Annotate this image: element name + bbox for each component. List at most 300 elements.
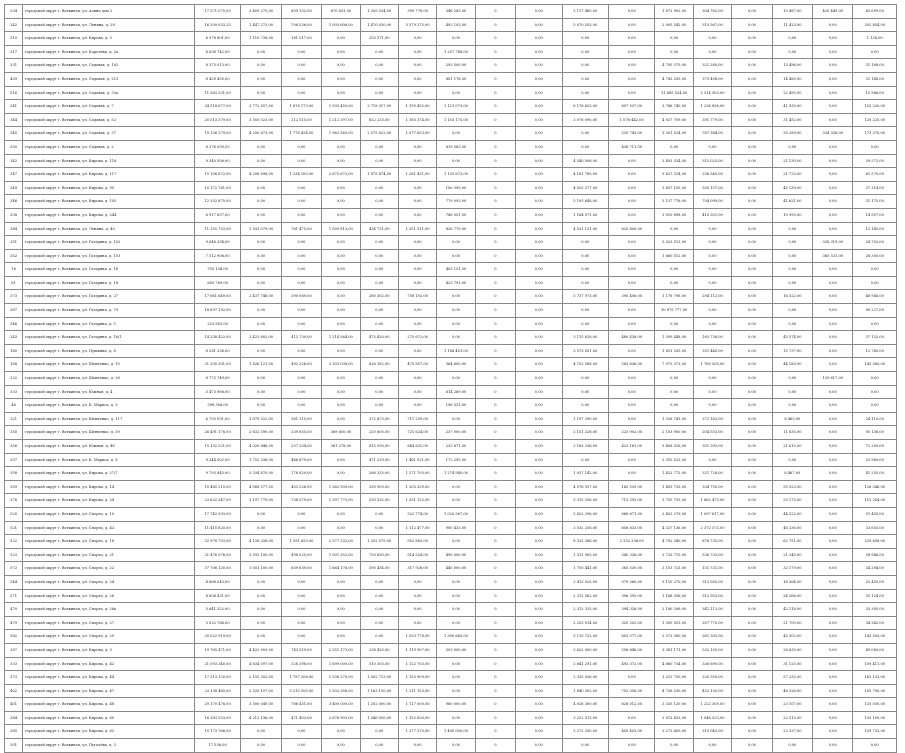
amount-cell: 21 130,00 <box>772 154 812 168</box>
amount-cell: 423 161,00 <box>609 440 655 454</box>
amount-cell: 12 740,00 <box>853 344 897 358</box>
amount-cell: 6 917 657,00 <box>194 208 240 222</box>
amount-cell: 26 491 178,00 <box>194 426 240 440</box>
amount-cell: 713 393,00 <box>609 494 655 508</box>
amount-cell: 172 295,00 <box>437 453 475 467</box>
amount-cell: 0,00 <box>516 59 562 73</box>
amount-cell: 2 551 173,00 <box>322 643 360 657</box>
amount-cell: 3 579 275,00 <box>398 18 436 32</box>
amount-cell: 0,00 <box>813 630 853 644</box>
row-number-cell: 479 <box>5 616 23 630</box>
row-number-cell: 439 <box>5 72 23 86</box>
amount-cell: 0 <box>475 331 515 345</box>
amount-cell: 0,00 <box>281 276 321 290</box>
amount-cell: 0,00 <box>562 72 608 86</box>
amount-cell: 336 690,00 <box>693 657 731 671</box>
amount-cell: 704 099,00 <box>693 195 731 209</box>
amount-cell: 19 765 471,00 <box>194 643 240 657</box>
amount-cell: 0,00 <box>813 494 853 508</box>
amount-cell: 1 197 290,00 <box>562 412 608 426</box>
table-row <box>5 222 897 236</box>
amount-cell: 0,00 <box>732 154 772 168</box>
amount-cell: 302 854,00 <box>853 18 897 32</box>
address-cell: городской округ г. Воткинск, ул. К. Маркса, д. 8 <box>23 453 195 467</box>
table-row <box>5 453 897 467</box>
amount-cell: 272 163,00 <box>693 412 731 426</box>
amount-cell: 0,00 <box>322 453 360 467</box>
table-row <box>5 399 897 413</box>
amount-cell: 0,00 <box>322 249 360 263</box>
amount-cell: 614 269,00 <box>437 385 475 399</box>
amount-cell: 0,00 <box>562 317 608 331</box>
amount-cell: 0,00 <box>516 643 562 657</box>
amount-cell: 0,00 <box>732 18 772 32</box>
amount-cell: 21 723,00 <box>772 168 812 182</box>
amount-cell: 779 093,00 <box>437 195 475 209</box>
row-number-cell: 571 <box>5 589 23 603</box>
amount-cell: 0,00 <box>516 657 562 671</box>
table-row <box>5 521 897 535</box>
amount-cell: 3 733 715,00 <box>655 548 693 562</box>
amount-cell: 0 <box>475 222 515 236</box>
row-number-cell: 544 <box>5 575 23 589</box>
table-row <box>5 86 897 100</box>
row-number-cell: 520 <box>5 507 23 521</box>
amount-cell: 32 179,00 <box>772 562 812 576</box>
amount-cell: 46 526,00 <box>772 684 812 698</box>
address-cell: городской округ г. Воткинск, ул. Кирова, д. 48 <box>23 698 195 712</box>
amount-cell: 0,00 <box>241 45 281 59</box>
amount-cell: 1 872 902,00 <box>655 5 693 19</box>
row-number-cell: 333 <box>5 657 23 671</box>
amount-cell: 0,00 <box>813 535 853 549</box>
amount-cell: 0 <box>475 643 515 657</box>
amount-cell: 0,00 <box>241 140 281 154</box>
amount-cell: 0,00 <box>516 480 562 494</box>
amount-cell: 1 077 653,00 <box>398 127 436 141</box>
amount-cell: 0,00 <box>322 317 360 331</box>
amount-cell: 0,00 <box>516 317 562 331</box>
address-cell: городской округ г. Воткинск, ул. Гагарина, д. 16 <box>23 263 195 277</box>
amount-cell: 162 133,00 <box>853 671 897 685</box>
amount-cell: 1 205 329,00 <box>398 480 436 494</box>
amount-cell: 394 326,00 <box>609 603 655 617</box>
amount-cell: 0,00 <box>732 208 772 222</box>
amount-cell: 0,00 <box>732 168 772 182</box>
amount-cell: 0,00 <box>732 453 772 467</box>
amount-cell: 758 192,00 <box>398 290 436 304</box>
amount-cell: 0,00 <box>437 657 475 671</box>
amount-cell: 0,00 <box>813 589 853 603</box>
amount-cell: 0,00 <box>516 263 562 277</box>
amount-cell: 373 498,00 <box>693 72 731 86</box>
amount-cell: 0 <box>475 195 515 209</box>
amount-cell: 0 <box>475 344 515 358</box>
amount-cell: 0,00 <box>813 181 853 195</box>
amount-cell: 0,00 <box>322 208 360 222</box>
address-cell: городской округ г. Воткинск, ул. Кирова, д. 44 <box>23 671 195 685</box>
amount-cell: 0,00 <box>516 671 562 685</box>
amount-cell: 786 051,00 <box>437 208 475 222</box>
amount-cell: 44 183,00 <box>772 358 812 372</box>
amount-cell: 23 138 465,00 <box>194 684 240 698</box>
amount-cell: 35 124,00 <box>853 589 897 603</box>
amount-cell: 0 <box>475 507 515 521</box>
amount-cell: 1 876 173,00 <box>281 100 321 114</box>
amount-cell: 0,00 <box>241 72 281 86</box>
amount-cell: 61 570,00 <box>853 168 897 182</box>
amount-cell: 5 923 513,00 <box>655 236 693 250</box>
amount-cell: 0,00 <box>732 412 772 426</box>
amount-cell: 3 273 400,00 <box>655 725 693 739</box>
amount-cell: 51 455,00 <box>853 507 897 521</box>
amount-cell: 0,00 <box>813 100 853 114</box>
amount-cell: 0,00 <box>516 154 562 168</box>
amount-cell: 540 336,00 <box>609 548 655 562</box>
amount-cell: 0,00 <box>360 725 398 739</box>
amount-cell: 0,00 <box>813 276 853 290</box>
amount-cell: 0,00 <box>732 331 772 345</box>
amount-cell: 1 138,00 <box>853 32 897 46</box>
amount-cell: 0,00 <box>360 507 398 521</box>
amount-cell: 0,00 <box>609 671 655 685</box>
amount-cell: 4 540 506,00 <box>562 154 608 168</box>
amount-cell: 0,00 <box>322 467 360 481</box>
address-cell: городской округ г. Воткинск, ул. Кирова, д. 3 <box>23 32 195 46</box>
amount-cell: 1 935 450,00 <box>322 100 360 114</box>
amount-cell: 0,00 <box>732 548 772 562</box>
table-row <box>5 154 897 168</box>
amount-cell: 0,00 <box>241 154 281 168</box>
amount-cell: 0,00 <box>241 616 281 630</box>
amount-cell: 0,00 <box>693 317 731 331</box>
amount-cell: 21 240,00 <box>772 548 812 562</box>
amount-cell: 0 <box>475 616 515 630</box>
amount-cell: 801 178,00 <box>437 72 475 86</box>
amount-cell: 0,00 <box>609 236 655 250</box>
amount-cell: 0,00 <box>813 358 853 372</box>
table-row <box>5 671 897 685</box>
amount-cell: 0,00 <box>360 208 398 222</box>
amount-cell: 1 037 142,00 <box>562 467 608 481</box>
amount-cell: 1 046 523,00 <box>693 711 731 725</box>
amount-cell: 0,00 <box>516 453 562 467</box>
amount-cell: 0,00 <box>732 32 772 46</box>
amount-cell: 3 110 270,00 <box>655 575 693 589</box>
amount-cell: 1 176 796,00 <box>655 290 693 304</box>
row-number-cell: 572 <box>5 562 23 576</box>
amount-cell: 381 278,00 <box>322 440 360 454</box>
address-cell: городской округ г. Воткинск, ул. Гагарина, д. 27 <box>23 290 195 304</box>
amount-cell: 11 255 753,00 <box>194 222 240 236</box>
amount-cell: 0,00 <box>813 480 853 494</box>
amount-cell: 2 437 746,00 <box>241 290 281 304</box>
amount-cell: 41 621,00 <box>772 195 812 209</box>
amount-cell: 1 117 000,00 <box>398 698 436 712</box>
amount-cell: 2 412 025,00 <box>562 575 608 589</box>
address-cell: городской округ г. Воткинск, ул. Садовая, д. 2 <box>23 140 195 154</box>
row-number-cell: 333 <box>5 385 23 399</box>
amount-cell: 826 182,00 <box>360 358 398 372</box>
amount-cell: 532 105,00 <box>693 643 731 657</box>
amount-cell: 0,00 <box>516 739 562 753</box>
amount-cell: 3 505 023,00 <box>241 113 281 127</box>
amount-cell: 351 440,00 <box>693 344 731 358</box>
amount-cell: 22 513,00 <box>772 711 812 725</box>
amount-cell: 492 103,00 <box>437 18 475 32</box>
amount-cell: 0,00 <box>516 589 562 603</box>
amount-cell: 317 928,00 <box>398 562 436 576</box>
amount-cell: 6 176 653,00 <box>562 100 608 114</box>
amount-cell: 17 536,00 <box>194 739 240 753</box>
amount-cell: 0,00 <box>609 276 655 290</box>
amount-cell: 2 155 302,00 <box>241 671 281 685</box>
amount-cell: 0 <box>475 59 515 73</box>
amount-cell: 0,00 <box>360 399 398 413</box>
amount-cell: 1 163 150,00 <box>360 684 398 698</box>
amount-cell: 21 615,00 <box>772 440 812 454</box>
amount-cell: 0,00 <box>360 86 398 100</box>
amount-cell: 11 563 531,00 <box>194 86 240 100</box>
amount-cell: 0,00 <box>813 548 853 562</box>
table-row <box>5 630 897 644</box>
amount-cell: 4 031 131,00 <box>562 222 608 236</box>
amount-cell: 0,00 <box>360 249 398 263</box>
amount-cell: 328 319,00 <box>813 236 853 250</box>
table-row <box>5 467 897 481</box>
amount-cell: 1 153 909,00 <box>398 671 436 685</box>
amount-cell: 0,00 <box>516 562 562 576</box>
amount-cell: 280 302,00 <box>360 290 398 304</box>
amount-cell: 0,00 <box>609 739 655 753</box>
amount-cell: 261 305,00 <box>693 630 731 644</box>
amount-cell: 0,00 <box>516 304 562 318</box>
amount-cell: 743 519,00 <box>281 643 321 657</box>
amount-cell: 9 340 956,00 <box>194 154 240 168</box>
amount-cell: 90 227,00 <box>853 304 897 318</box>
amount-cell: 1 185 374,00 <box>398 113 436 127</box>
amount-cell: 0 <box>475 467 515 481</box>
address-cell: городской округ г. Воткинск, ул. Спорта, д. 29 <box>23 630 195 644</box>
amount-cell: 403 151,00 <box>437 263 475 277</box>
row-number-cell: 344 <box>5 113 23 127</box>
amount-cell: 0,00 <box>281 181 321 195</box>
amount-cell: 0,00 <box>813 86 853 100</box>
row-number-cell: 234 <box>5 5 23 19</box>
amount-cell: 1 188 401,00 <box>437 344 475 358</box>
amount-cell: 20 022 919,00 <box>194 630 240 644</box>
amount-cell: 0,00 <box>398 372 436 386</box>
table-row <box>5 140 897 154</box>
address-cell: городской округ г. Воткинск, ул. Шевченко, д. 10 <box>23 358 195 372</box>
amount-cell: 0,00 <box>360 181 398 195</box>
row-number-cell: 359 <box>5 480 23 494</box>
amount-cell: 2 151 228,00 <box>562 426 608 440</box>
address-cell: городской округ г. Воткинск, ул. Гагарина, д. 102 <box>23 236 195 250</box>
amount-cell: 0,00 <box>516 140 562 154</box>
amount-cell: 590 454,00 <box>360 562 398 576</box>
amount-cell: 708 536,00 <box>281 18 321 32</box>
row-number-cell: 331 <box>5 59 23 73</box>
amount-cell: 10 993,00 <box>772 208 812 222</box>
amount-cell: 4 668 043,00 <box>194 575 240 589</box>
address-cell: городской округ г. Воткинск, ул. Спорта, д. 21 <box>23 548 195 562</box>
amount-cell: 455 403,00 <box>609 725 655 739</box>
amount-cell: 24 110,00 <box>853 412 897 426</box>
amount-cell: 37 152,00 <box>853 331 897 345</box>
amount-cell: 145 560,00 <box>853 358 897 372</box>
amount-cell: 0,00 <box>322 630 360 644</box>
amount-cell: 498 525,00 <box>281 548 321 562</box>
amount-cell: 3 755 793,00 <box>655 494 693 508</box>
amount-cell: 503 000,00 <box>437 643 475 657</box>
amount-cell: 914 524,00 <box>398 548 436 562</box>
amount-cell: 21 330 301,00 <box>194 358 240 372</box>
amount-cell: 0,00 <box>398 263 436 277</box>
address-cell: городской округ г. Воткинск, ул. Садовая, д. 7 <box>23 100 195 114</box>
amount-cell: 1 053 778,00 <box>398 630 436 644</box>
amount-cell: 0,00 <box>732 535 772 549</box>
amount-cell: 3 381 171,00 <box>655 643 693 657</box>
amount-cell: 0,00 <box>437 290 475 304</box>
amount-cell: 44 522,00 <box>772 507 812 521</box>
amount-cell: 0,00 <box>360 372 398 386</box>
address-cell: городской округ г. Воткинск, ул. Гагарина, д. 5 <box>23 317 195 331</box>
table-row <box>5 725 897 739</box>
amount-cell: 2 332 256,00 <box>609 535 655 549</box>
amount-cell: 0,00 <box>813 59 853 73</box>
amount-cell: 4 327 136,00 <box>655 521 693 535</box>
address-cell: городской округ г. Воткинск, ул. Спорта, д. 24 <box>23 575 195 589</box>
amount-cell: 1 664 176,00 <box>322 562 360 576</box>
row-number-cell: 351 <box>5 236 23 250</box>
amount-cell: 438 711,00 <box>609 140 655 154</box>
amount-cell: 0,00 <box>516 535 562 549</box>
amount-cell: 5 117 480,00 <box>562 5 608 19</box>
amount-cell: 32 978 753,00 <box>194 535 240 549</box>
amount-cell: 0,00 <box>732 113 772 127</box>
amount-cell: 0,00 <box>241 725 281 739</box>
amount-cell: 0,00 <box>609 18 655 32</box>
amount-cell: 72 250,00 <box>853 440 897 454</box>
amount-cell: 0,00 <box>813 168 853 182</box>
amount-cell: 0 <box>475 154 515 168</box>
row-number-cell: 352 <box>5 249 23 263</box>
amount-cell: 0,00 <box>516 331 562 345</box>
amount-cell: 0 <box>475 5 515 19</box>
amount-cell: 11 835,00 <box>772 426 812 440</box>
amount-cell: 7 975 373,00 <box>655 358 693 372</box>
amount-cell: 0,00 <box>655 372 693 386</box>
amount-cell: 0,00 <box>241 263 281 277</box>
amount-cell: 3 592 100,00 <box>241 548 281 562</box>
amount-cell: 120 225,00 <box>853 113 897 127</box>
amount-cell: 1 660 512,00 <box>655 249 693 263</box>
amount-cell: 15 966,00 <box>853 86 897 100</box>
amount-cell: 0,00 <box>398 616 436 630</box>
amount-cell: 1 212 397,00 <box>322 113 360 127</box>
amount-cell: 0,00 <box>562 32 608 46</box>
amount-cell: 0,00 <box>609 249 655 263</box>
row-number-cell: 160 <box>5 344 23 358</box>
address-cell: городской округ г. Воткинск, ул. Шевченко, д. 117 <box>23 412 195 426</box>
amount-cell: 151 731,00 <box>693 562 731 576</box>
amount-cell: 0,00 <box>813 426 853 440</box>
amount-cell: 3 409 275,00 <box>241 5 281 19</box>
amount-cell: 4 208 698,00 <box>241 168 281 182</box>
amount-cell: 0,00 <box>398 59 436 73</box>
row-number-cell: 355 <box>5 426 23 440</box>
amount-cell: 33 655,00 <box>853 521 897 535</box>
amount-cell: 0,00 <box>732 358 772 372</box>
amount-cell: 1 164 071,00 <box>562 208 608 222</box>
amount-cell: 807 537,00 <box>609 100 655 114</box>
row-number-cell: 582 <box>5 630 23 644</box>
amount-cell: 0,00 <box>732 344 772 358</box>
amount-cell: 266 325,00 <box>360 467 398 481</box>
amount-cell: 9 793 845,00 <box>194 467 240 481</box>
amount-cell: 5 272 330,00 <box>562 725 608 739</box>
amount-cell: 0,00 <box>813 331 853 345</box>
row-number-cell: 317 <box>5 45 23 59</box>
amount-cell: 0,00 <box>813 671 853 685</box>
amount-cell: 0 <box>475 562 515 576</box>
amount-cell: 0,00 <box>398 195 436 209</box>
amount-cell: 29 170 478,00 <box>194 698 240 712</box>
amount-cell: 0,00 <box>281 140 321 154</box>
amount-cell: 37 314,00 <box>853 181 897 195</box>
amount-cell: 3 301 524,00 <box>655 127 693 141</box>
amount-cell: 0,00 <box>516 208 562 222</box>
amount-cell: 0,00 <box>360 154 398 168</box>
amount-cell: 0,00 <box>322 385 360 399</box>
amount-cell: 5 070 553,00 <box>562 18 608 32</box>
amount-cell: 6 793 091,00 <box>194 412 240 426</box>
amount-cell: 0,00 <box>562 127 608 141</box>
amount-cell: 0,00 <box>655 140 693 154</box>
amount-cell: 8 429 430,00 <box>194 72 240 86</box>
amount-cell: 0,00 <box>772 385 812 399</box>
amount-cell: 1 209 534,00 <box>360 5 398 19</box>
row-number-cell: 16 <box>5 263 23 277</box>
amount-cell: 204 553,00 <box>693 426 731 440</box>
amount-cell: 0,00 <box>281 154 321 168</box>
amount-cell: 0,00 <box>360 589 398 603</box>
amount-cell: 364 600,00 <box>437 358 475 372</box>
amount-cell: 10 172 761,00 <box>194 181 240 195</box>
amount-cell: 304 762,00 <box>693 5 731 19</box>
row-number-cell: 222 <box>5 372 23 386</box>
amount-cell: 0,00 <box>322 412 360 426</box>
amount-cell: 1 257 748,00 <box>437 45 475 59</box>
amount-cell: 23 632 347,00 <box>194 494 240 508</box>
amount-cell: 2 676 903,00 <box>322 711 360 725</box>
amount-cell: 0,00 <box>813 304 853 318</box>
amount-cell: 0,00 <box>813 32 853 46</box>
amount-cell: 4 161 785,00 <box>562 168 608 182</box>
amount-cell: 1 776 424,00 <box>281 127 321 141</box>
amount-cell: 0,00 <box>281 616 321 630</box>
amount-cell: 0 <box>475 453 515 467</box>
address-cell: городской округ г. Воткинск, ул. Кирова, д. 105 <box>23 195 195 209</box>
amount-cell: 0,00 <box>241 317 281 331</box>
amount-cell: 1 112 477,00 <box>398 521 436 535</box>
amount-cell: 4 020 846,00 <box>241 440 281 454</box>
table-row <box>5 684 897 698</box>
amount-cell: 475 420,00 <box>360 331 398 345</box>
amount-cell: 381 315,00 <box>281 412 321 426</box>
amount-cell: 0,00 <box>732 657 772 671</box>
